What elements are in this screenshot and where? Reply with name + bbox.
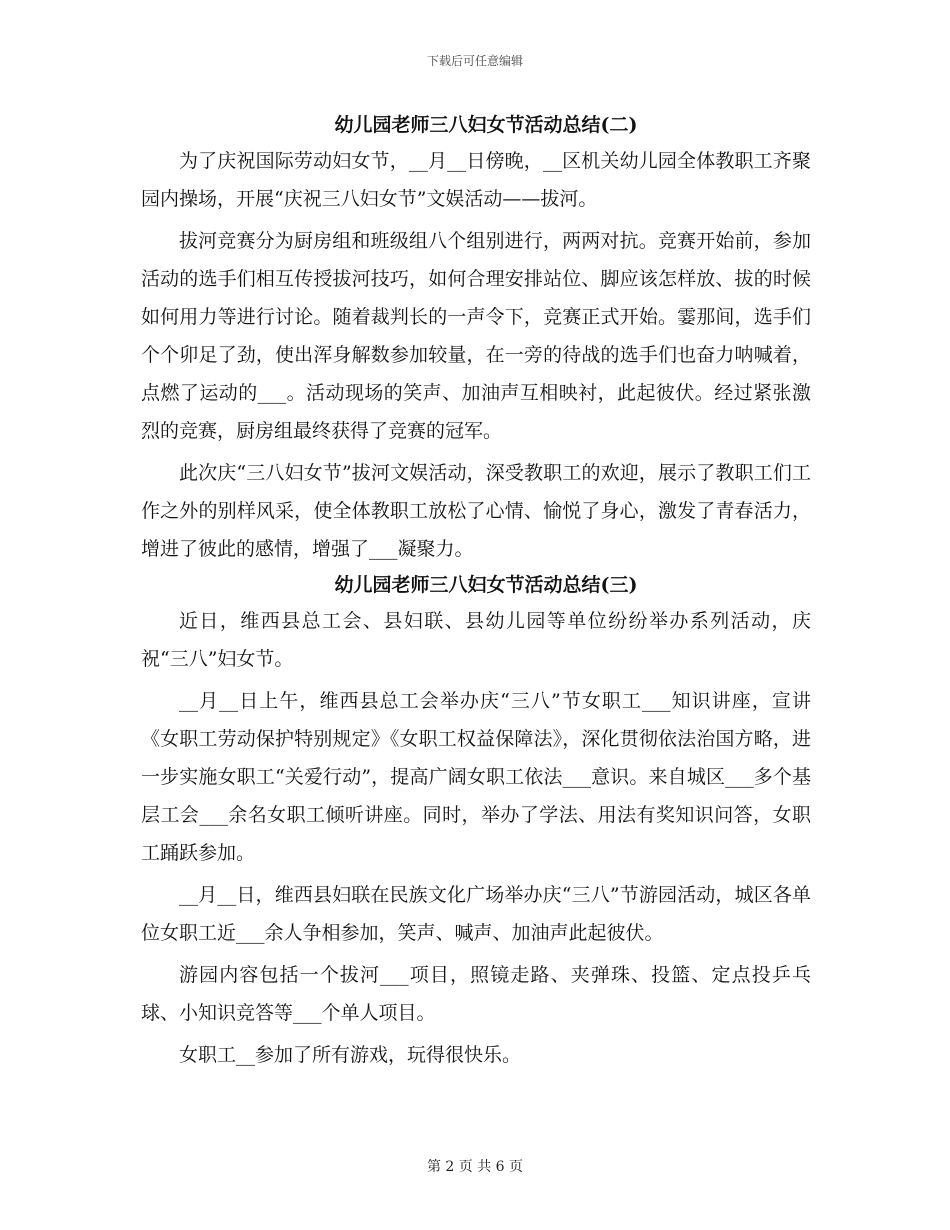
section-3-paragraph-4: 游园内容包括一个拔河___项目，照镜走路、夹弹珠、投篮、定点投乒乓球、小知识竞答等___个单人项目。: [141, 964, 811, 1024]
section-2-paragraph-1: 为了庆祝国际劳动妇女节，__月__日傍晚，__区机关幼儿园全体教职工齐聚园内操场，开展“庆祝三八妇女节”文娱活动——拔河。: [141, 150, 811, 210]
section-2-title: 幼儿园老师三八妇女节活动总结(二): [334, 114, 638, 136]
section-2-paragraph-3: 此次庆“三八妇女节”拔河文娱活动，深受教职工的欢迎，展示了教职工们工作之外的别样风采，使全体教职工放松了心情、愉悦了身心，激发了青春活力，增进了彼此的感情，增强了___凝聚力。: [141, 462, 811, 560]
section-3-paragraph-1: 近日，维西县总工会、县妇联、县幼儿园等单位纷纷举办系列活动，庆祝“三八”妇女节。: [141, 610, 811, 670]
section-3-paragraph-3: __月__日，维西县妇联在民族文化广场举办庆“三八”节游园活动，城区各单位女职工近___余人争相参加，笑声、喊声、加油声此起彼伏。: [141, 884, 811, 944]
section-3-paragraph-5: 女职工__参加了所有游戏，玩得很快乐。: [179, 1044, 522, 1066]
document-body: [141, 108, 811, 1074]
section-3-title: 幼儿园老师三八妇女节活动总结(三): [334, 574, 638, 596]
section-3-paragraph-2: __月__日上午，维西县总工会举办庆“三八”节女职工___知识讲座，宣讲《女职工劳动保护特别规定》《女职工权益保障法》，深化贯彻依法治国方略，进一步实施女职工“关爱行动”，提高广阔女职工依法___意识。来自城区___多个基层工会___余名女职工倾听讲座。同时，举办了学法、用法有奖知识问答，女职工踊跃参加。: [141, 690, 811, 864]
section-2-paragraph-2: 拔河竞赛分为厨房组和班级组八个组别进行，两两对抗。竞赛开始前，参加活动的选手们相互传授拔河技巧，如何合理安排站位、脚应该怎样放、拔的时候如何用力等进行讨论。随着裁判长的一声令下，竞赛正式开始。霎那间，选手们个个卯足了劲，使出浑身解数参加较量，在一旁的待战的选手们也奋力呐喊着，点燃了运动的___。活动现场的笑声、加油声互相映衬，此起彼伏。经过紧张激烈的竞赛，厨房组最终获得了竞赛的冠军。: [141, 230, 811, 442]
page-header-note: 下载后可任意编辑: [426, 54, 523, 68]
page-number-footer: 第 2 页 共 6 页: [426, 1159, 524, 1175]
